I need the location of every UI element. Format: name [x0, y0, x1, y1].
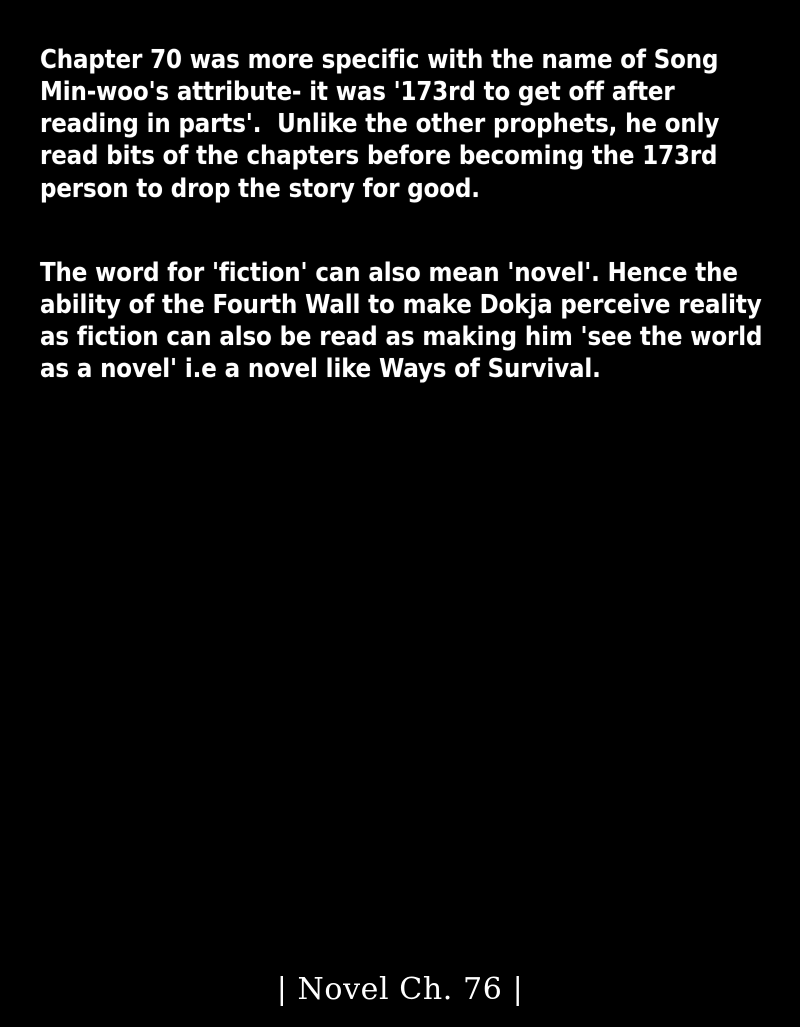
note-paragraph: The word for 'fiction' can also mean 'novel'. Hence the ability of the Fourth Wall to make Dokja perceive reality as fiction can also be read as making him 'see the world as a novel' i.e a novel like Ways of Survival. — [40, 257, 771, 384]
chapter-source-label: | Novel Ch. 76 | — [276, 972, 524, 1007]
translator-notes-block — [40, 44, 771, 385]
note-paragraph: Chapter 70 was more specific with the name of Song Min-woo's attribute- it was '173rd to get off after reading in parts'. Unlike the other prophets, he only read bits of the chapters before becoming the 173rd person to drop the story for good. — [40, 45, 728, 204]
page-footer — [0, 972, 800, 1007]
